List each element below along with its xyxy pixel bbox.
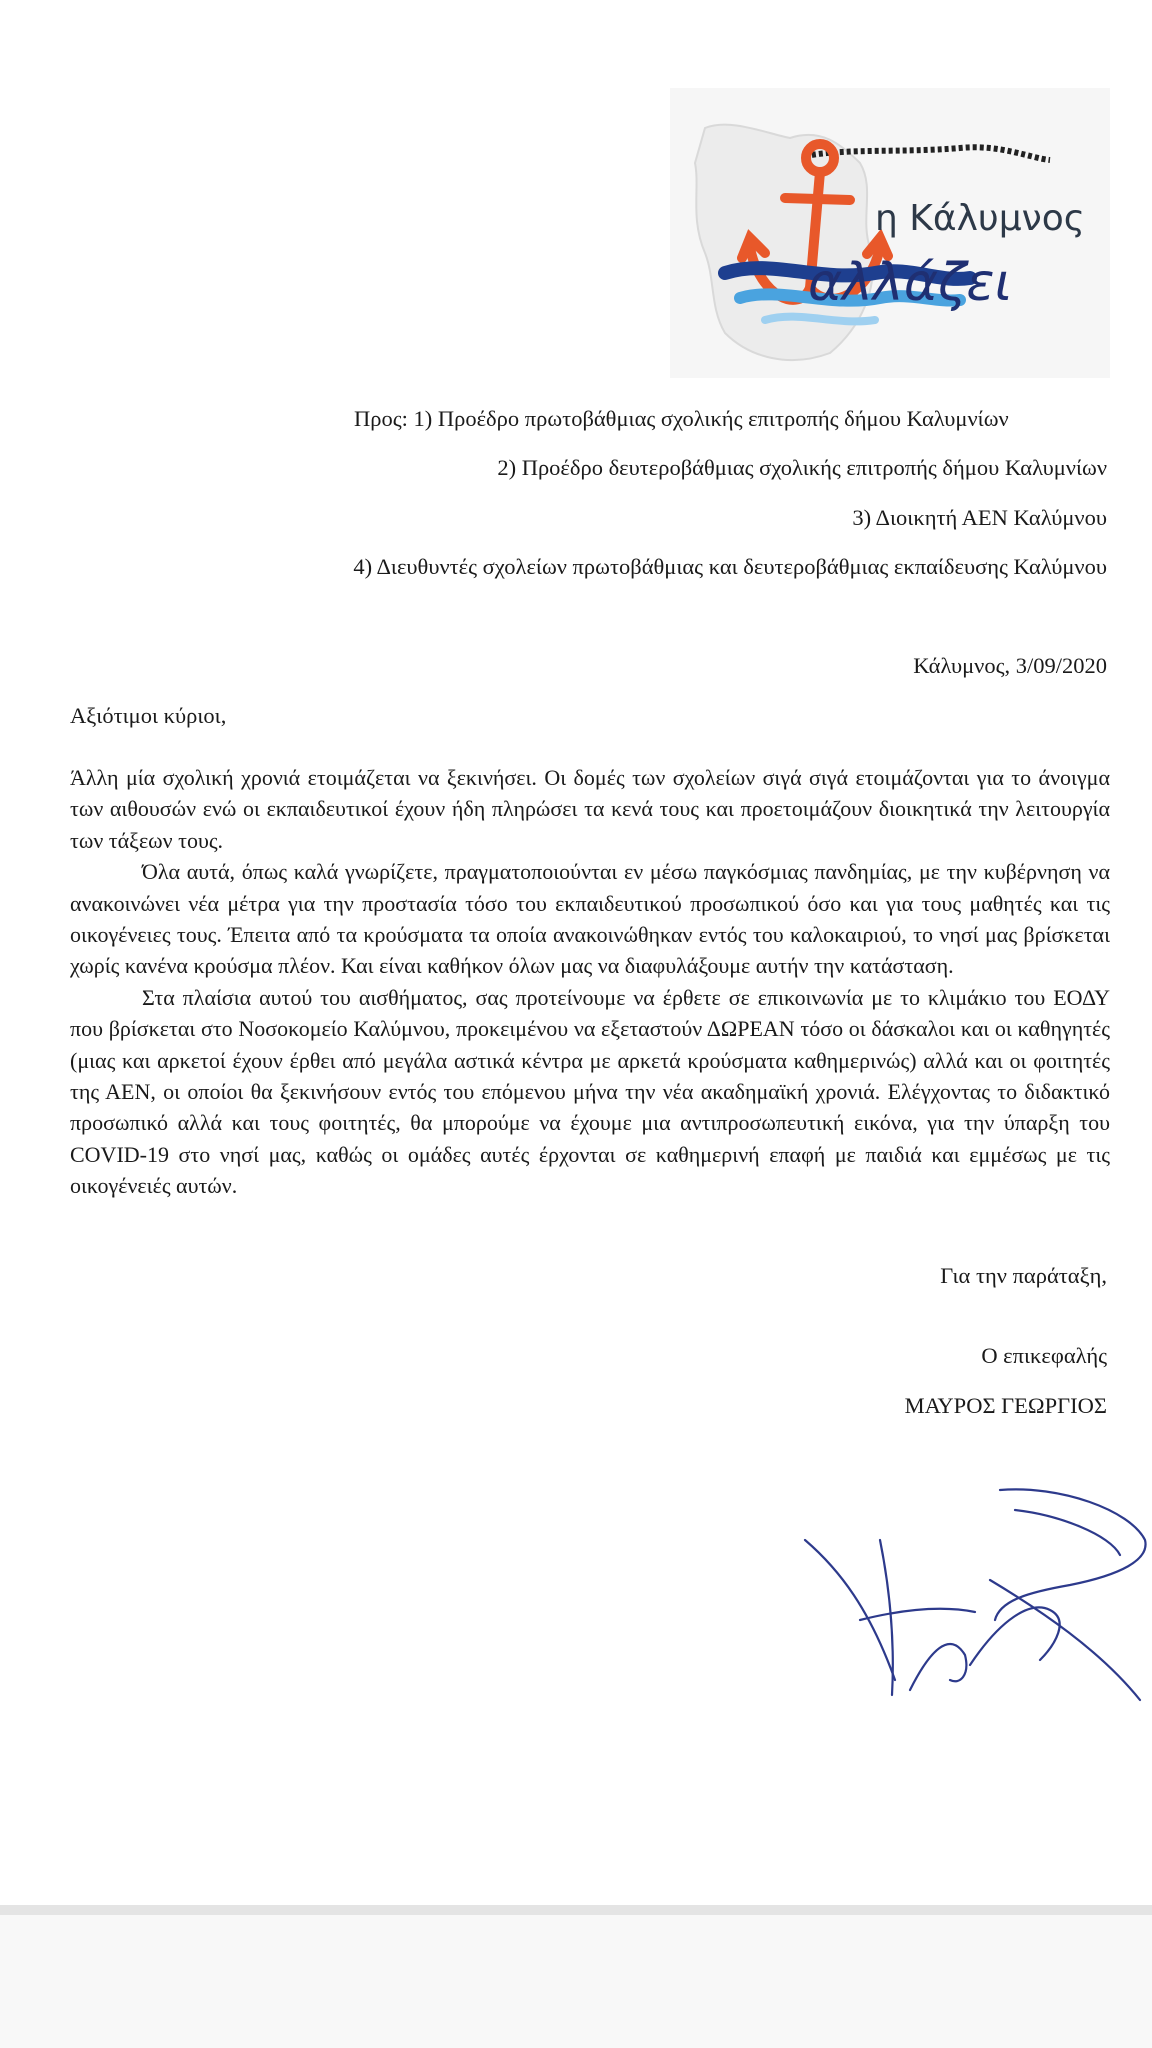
viewer-divider	[0, 1905, 1152, 1915]
paragraph-1: Άλλη μία σχολική χρονιά ετοιμάζεται να ξεκινήσει. Οι δομές των σχολείων σιγά σιγά ετοιμάζονται για το άνοιγμα των αιθουσών ενώ οι εκπαιδευτικοί έχουν ήδη πληρώσει τα κενά τους και προετοιμάζουν διοικητικά την λειτουργία των τάξεων τους.	[70, 765, 1110, 853]
logo-text-top: η Κάλυμνος	[875, 198, 1085, 239]
letter-body	[70, 762, 1110, 1202]
signatory-title: Ο επικεφαλής	[981, 1343, 1107, 1368]
salutation: Αξιότιμοι κύριοι,	[70, 703, 227, 728]
recipient-2: 2) Προέδρο δευτεροβάθμιας σχολικής επιτροπής δήμου Καλυμνίων	[497, 455, 1107, 480]
logo-text-bottom: αλλάζει	[808, 253, 1013, 313]
recipient-4: 4) Διευθυντές σχολείων πρωτοβάθμιας και δευτεροβάθμιας εκπαίδευσης Καλύμνου	[353, 554, 1107, 579]
recipient-1: Προς: 1) Προέδρο πρωτοβάθμιας σχολικής επιτροπής δήμου Καλυμνίων	[354, 406, 1009, 431]
paragraph-3: Στα πλαίσια αυτού του αισθήματος, σας προτείνουμε να έρθετε σε επικοινωνία με το κλιμάκιο του ΕΟΔΥ που βρίσκεται στο Νοσοκομείο Καλύμνου, προκειμένου να εξεταστούν ΔΩΡΕΑΝ τόσο οι δάσκαλοι και οι καθηγητές (μιας και αρκετοί έχουν έρθει από μεγάλα αστικά κέντρα με αρκετά κρούσματα καθημερινώς) αλλά και οι φοιτητές της ΑΕΝ, οι οποίοι θα ξεκινήσουν εντός του επόμενου μήνα την νέα ακαδημαϊκή χρονιά. Ελέγχοντας το διδακτικό προσωπικό αλλά και τους φοιτητές, θα μπορούμε να έχουμε μια αντιπροσωπευτική εικόνα, για την ύπαρξη του COVID-19 στο νησί μας, καθώς οι ομάδες αυτές έρχονται σε καθημερινή επαφή με παιδιά και εμμέσως με τις οικογένειές αυτών.	[70, 984, 1110, 1199]
handwritten-signature	[800, 1480, 1150, 1710]
paragraph-2: Όλα αυτά, όπως καλά γνωρίζετε, πραγματοποιούνται εν μέσω παγκόσμιας πανδημίας, με την κυβέρνηση να ανακοινώνει νέα μέτρα για την προστασία τόσο του εκπαιδευτικού προσωπικού όσο και για τους μαθητές και τις οικογένειες τους. Έπειτα από τα κρούσματα τα οποία ανακοινώθηκαν εντός του καλοκαιριού, το νησί μας βρίσκεται χωρίς κανένα κρούσμα πλέον. Και είναι καθήκον όλων μας να διαφυλάξουμε αυτήν την κατάσταση.	[70, 859, 1110, 979]
recipient-3: 3) Διοικητή ΑΕΝ Καλύμνου	[852, 505, 1107, 530]
party-logo	[670, 88, 1110, 378]
closing: Για την παράταξη,	[940, 1263, 1107, 1288]
place-date: Κάλυμνος, 3/09/2020	[913, 653, 1107, 678]
viewer-footer	[0, 1915, 1152, 2048]
signatory-name: ΜΑΥΡΟΣ ΓΕΩΡΓΙΟΣ	[904, 1393, 1107, 1418]
